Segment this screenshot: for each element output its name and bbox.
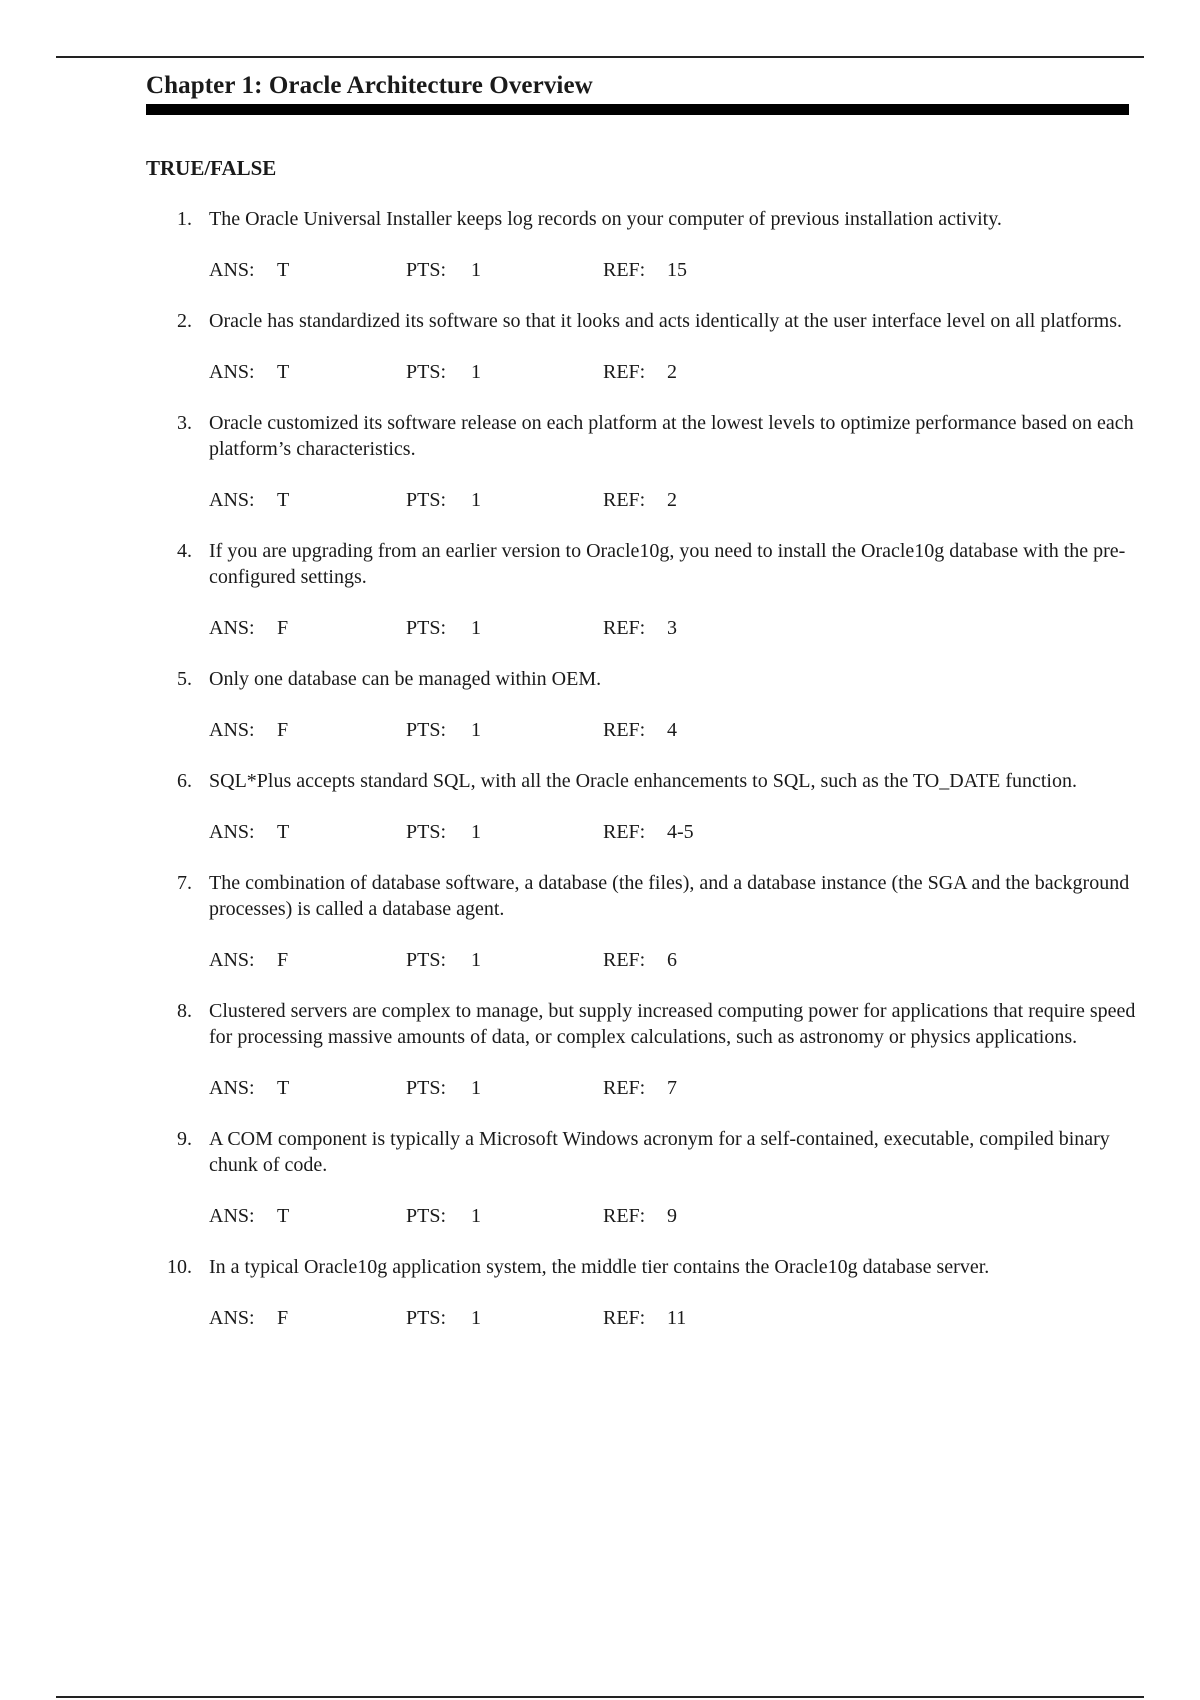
ans-label: ANS: bbox=[209, 259, 255, 281]
ans-value: F bbox=[277, 949, 289, 971]
ref-label: REF: bbox=[603, 259, 646, 281]
question-item bbox=[146, 666, 1136, 743]
ans-value: F bbox=[277, 719, 289, 741]
question-text: SQL*Plus accepts standard SQL, with all the Oracle enhancements to SQL, such as the TO_DATE function. bbox=[209, 770, 1077, 792]
pts-label: PTS: bbox=[406, 361, 447, 383]
ref-value: 4-5 bbox=[667, 821, 694, 843]
ans-value: T bbox=[277, 1077, 290, 1099]
ref-label: REF: bbox=[603, 361, 646, 383]
ref-value: 2 bbox=[667, 489, 677, 511]
pts-label: PTS: bbox=[406, 821, 447, 843]
pts-label: PTS: bbox=[406, 489, 447, 511]
ref-label: REF: bbox=[603, 489, 646, 511]
ans-label: ANS: bbox=[209, 1077, 255, 1099]
pts-label: PTS: bbox=[406, 1307, 447, 1329]
ref-label: REF: bbox=[603, 1205, 646, 1227]
answer-row bbox=[209, 359, 1136, 385]
pts-value: 1 bbox=[471, 821, 481, 843]
pts-value: 1 bbox=[471, 617, 481, 639]
ans-label: ANS: bbox=[209, 361, 255, 383]
question-item bbox=[146, 768, 1136, 845]
answer-row bbox=[209, 717, 1136, 743]
ref-label: REF: bbox=[603, 949, 646, 971]
pts-value: 1 bbox=[471, 949, 481, 971]
ans-label: ANS: bbox=[209, 617, 255, 639]
ref-label: REF: bbox=[603, 617, 646, 639]
ref-value: 11 bbox=[667, 1307, 687, 1329]
ans-value: T bbox=[277, 259, 290, 281]
answer-row bbox=[209, 947, 1136, 973]
pts-value: 1 bbox=[471, 1077, 481, 1099]
question-text: If you are upgrading from an earlier version to Oracle10g, you need to install the Oracle10g database with the pre-configured settings. bbox=[209, 540, 1126, 588]
question-number: 6. bbox=[177, 770, 192, 792]
question-item bbox=[146, 308, 1136, 385]
question-number: 3. bbox=[177, 412, 192, 434]
question-item bbox=[146, 538, 1136, 641]
ans-label: ANS: bbox=[209, 719, 255, 741]
pts-value: 1 bbox=[471, 1307, 481, 1329]
question-number: 2. bbox=[177, 310, 192, 332]
question-item bbox=[146, 206, 1136, 283]
question-text: The Oracle Universal Installer keeps log records on your computer of previous installation activity. bbox=[209, 208, 1002, 230]
question-number: 1. bbox=[177, 208, 192, 230]
answer-row bbox=[209, 1203, 1136, 1229]
ans-label: ANS: bbox=[209, 1307, 255, 1329]
ans-value: F bbox=[277, 1307, 289, 1329]
question-text: The combination of database software, a database (the files), and a database instance (the SGA and the background processes) is called a database agent. bbox=[209, 872, 1130, 920]
pts-label: PTS: bbox=[406, 719, 447, 741]
answer-row bbox=[209, 257, 1136, 283]
question-number: 9. bbox=[177, 1128, 192, 1150]
ref-value: 15 bbox=[667, 259, 687, 281]
top-rule bbox=[56, 56, 1144, 58]
ref-value: 4 bbox=[667, 719, 677, 741]
question-text: A COM component is typically a Microsoft Windows acronym for a self-contained, executable, compiled binary chunk of code. bbox=[209, 1128, 1110, 1176]
pts-value: 1 bbox=[471, 361, 481, 383]
question-number: 5. bbox=[177, 668, 192, 690]
ref-value: 2 bbox=[667, 361, 677, 383]
ref-label: REF: bbox=[603, 1077, 646, 1099]
question-text: Clustered servers are complex to manage, but supply increased computing power for applications that require speed for processing massive amounts of data, or complex calculations, such as astronomy or physics applications. bbox=[209, 1000, 1136, 1048]
pts-value: 1 bbox=[471, 1205, 481, 1227]
question-item bbox=[146, 410, 1136, 513]
question-text: In a typical Oracle10g application system, the middle tier contains the Oracle10g database server. bbox=[209, 1256, 990, 1278]
ans-value: T bbox=[277, 489, 290, 511]
ans-label: ANS: bbox=[209, 1205, 255, 1227]
question-number: 10. bbox=[167, 1256, 192, 1278]
question-list bbox=[146, 206, 1136, 1356]
pts-label: PTS: bbox=[406, 1205, 447, 1227]
bottom-rule bbox=[56, 1696, 1144, 1698]
question-number: 4. bbox=[177, 540, 192, 562]
answer-row bbox=[209, 615, 1136, 641]
question-item bbox=[146, 1126, 1136, 1229]
ans-label: ANS: bbox=[209, 821, 255, 843]
pts-value: 1 bbox=[471, 259, 481, 281]
question-item bbox=[146, 1254, 1136, 1331]
ans-value: F bbox=[277, 617, 289, 639]
pts-value: 1 bbox=[471, 719, 481, 741]
question-text: Oracle has standardized its software so that it looks and acts identically at the user interface level on all platforms. bbox=[209, 310, 1123, 332]
ans-value: T bbox=[277, 1205, 290, 1227]
ans-value: T bbox=[277, 821, 290, 843]
answer-row bbox=[209, 1305, 1136, 1331]
question-number: 8. bbox=[177, 1000, 192, 1022]
ans-value: T bbox=[277, 361, 290, 383]
question-item bbox=[146, 870, 1136, 973]
ref-label: REF: bbox=[603, 821, 646, 843]
pts-label: PTS: bbox=[406, 617, 447, 639]
ref-value: 9 bbox=[667, 1205, 677, 1227]
ref-value: 7 bbox=[667, 1077, 677, 1099]
question-number: 7. bbox=[177, 872, 192, 894]
ref-value: 6 bbox=[667, 949, 677, 971]
ans-label: ANS: bbox=[209, 489, 255, 511]
pts-label: PTS: bbox=[406, 1077, 447, 1099]
ref-label: REF: bbox=[603, 719, 646, 741]
chapter-title: Chapter 1: Oracle Architecture Overview bbox=[146, 72, 593, 99]
ref-value: 3 bbox=[667, 617, 677, 639]
answer-row bbox=[209, 487, 1136, 513]
title-underline-bar bbox=[146, 104, 1129, 115]
pts-label: PTS: bbox=[406, 259, 447, 281]
pts-label: PTS: bbox=[406, 949, 447, 971]
ans-label: ANS: bbox=[209, 949, 255, 971]
ref-label: REF: bbox=[603, 1307, 646, 1329]
question-text: Oracle customized its software release on each platform at the lowest levels to optimize performance based on each platform’s characteristics. bbox=[209, 412, 1134, 460]
pts-value: 1 bbox=[471, 489, 481, 511]
answer-row bbox=[209, 1075, 1136, 1101]
section-heading: TRUE/FALSE bbox=[146, 156, 277, 180]
question-text: Only one database can be managed within OEM. bbox=[209, 668, 602, 690]
question-item bbox=[146, 998, 1136, 1101]
answer-row bbox=[209, 819, 1136, 845]
